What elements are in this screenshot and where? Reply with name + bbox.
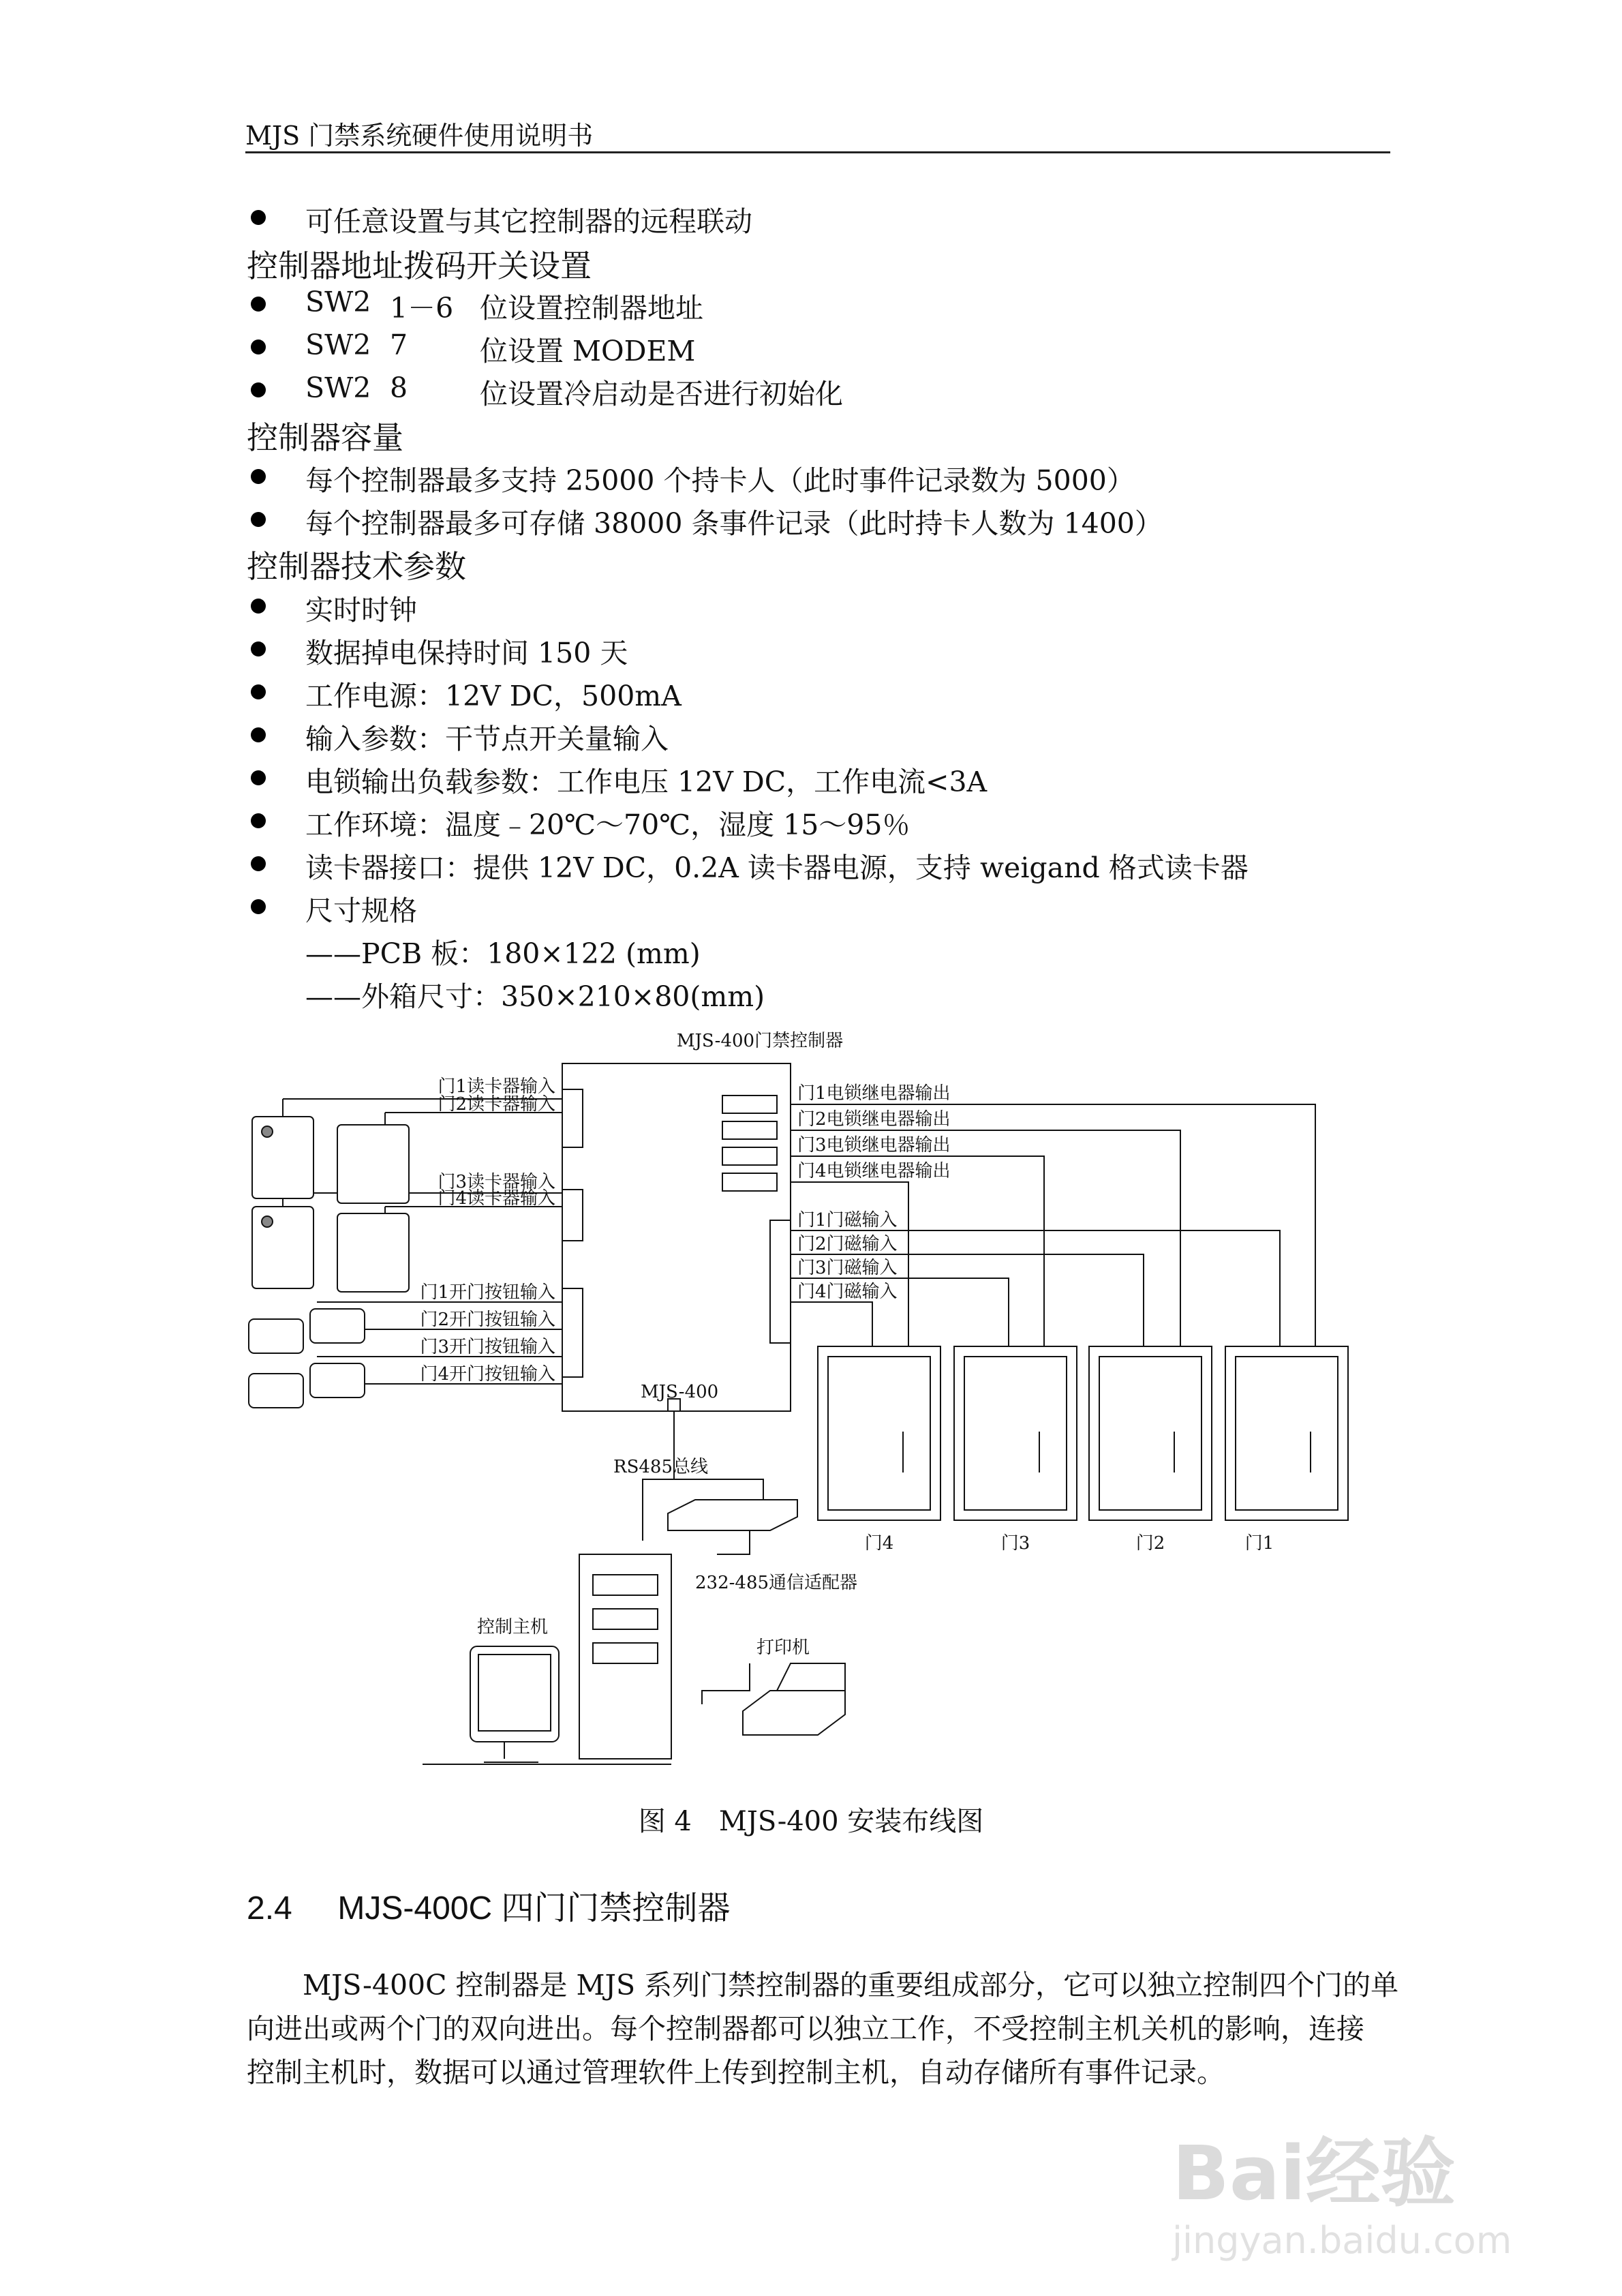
label-door3-button: 门3开门按钮输入 <box>420 1337 555 1357</box>
tech-item-8: 尺寸规格 <box>305 894 417 927</box>
label-rs485-bus: RS485总线 <box>613 1457 709 1477</box>
tech-item-1: 实时时钟 <box>305 594 417 626</box>
watermark-brand: Bai经验 <box>1172 2130 1456 2217</box>
label-door4-reader: 门4读卡器输入 <box>438 1188 555 1209</box>
bullet-dot <box>251 382 266 397</box>
tech-item-2: 数据掉电保持时间 150 天 <box>305 637 628 669</box>
bullet-dot <box>251 599 266 614</box>
dip-item-1-bits: 1－6 <box>390 292 454 324</box>
bullet-dot <box>251 641 266 656</box>
label-door-3: 门3 <box>1000 1533 1030 1554</box>
tech-item-5: 电锁输出负载参数：工作电压 12V DC，工作电流<3A <box>305 766 988 798</box>
wire-reader-4 <box>385 1207 562 1220</box>
baidu-jingyan-watermark <box>1159 2100 1567 2277</box>
paragraph-line-1: MJS-400C 控制器是 MJS 系列门禁控制器的重要组成部分，它可以独立控制四个门的单 <box>303 1969 1399 2002</box>
label-door3-sensor: 门3门磁输入 <box>797 1258 898 1278</box>
door-3 <box>954 1346 1077 1520</box>
dip-item-3-bits: 8 <box>390 372 408 404</box>
wire-printer <box>702 1663 750 1704</box>
bullet-dot <box>251 297 266 312</box>
capacity-item-2: 每个控制器最多可存储 38000 条事件记录（此时持卡人数为 1400） <box>305 507 1163 540</box>
printer-tray <box>777 1663 845 1691</box>
bullet-dot <box>251 770 266 785</box>
wire-adapter <box>674 1479 763 1500</box>
bullet-dot <box>251 339 266 354</box>
label-adapter: 232-485通信适配器 <box>695 1573 858 1593</box>
label-door4-lock: 门4电锁继电器输出 <box>797 1161 951 1181</box>
section-title-cjk: 四门门禁控制器 <box>501 1889 731 1927</box>
heading-dip-switch: 控制器地址拨码开关设置 <box>247 247 592 284</box>
tech-item-6: 工作环境：温度﹣20℃～70℃，湿度 15～95％ <box>305 809 911 841</box>
label-door2-lock: 门2电锁继电器输出 <box>797 1109 951 1130</box>
host-monitor <box>470 1646 559 1742</box>
dip-item-2-desc: 位设置 MODEM <box>480 335 696 367</box>
tech-item-4: 输入参数：干节点开关量输入 <box>305 723 669 755</box>
header-rule <box>245 151 1390 153</box>
paragraph-line-2: 向进出或两个门的双向进出。每个控制器都可以独立工作，不受控制主机关机的影响，连接 <box>247 2012 1364 2045</box>
section-2-4-title <box>247 1882 731 1929</box>
tech-item-3: 工作电源：12V DC，500mA <box>305 680 682 712</box>
label-door3-lock: 门3电锁继电器输出 <box>797 1135 951 1155</box>
paragraph-line-3: 控制主机时，数据可以通过管理软件上传到控制主机，自动存储所有事件记录。 <box>247 2056 1225 2089</box>
label-door4-button: 门4开门按钮输入 <box>420 1364 555 1385</box>
figure-title: MJS-400门禁控制器 <box>676 1031 844 1051</box>
dip-item-2-bits: 7 <box>390 329 408 361</box>
adapter-box <box>668 1500 797 1530</box>
section-title-latin: MJS-400C <box>337 1890 493 1927</box>
tech-sub-item-1: ——PCB 板：180×122 (mm) <box>305 937 701 970</box>
exit-button-2 <box>310 1309 365 1343</box>
bullet-dot <box>251 512 266 527</box>
heading-tech-params: 控制器技术参数 <box>247 548 466 585</box>
dip-item-1-switch: SW2 <box>305 286 371 318</box>
section-number: 2.4 <box>247 1890 292 1927</box>
dip-item-2-switch: SW2 <box>305 329 371 361</box>
controller-label: MJS-400 <box>641 1382 719 1402</box>
page-header-title: MJS 门禁系统硬件使用说明书 <box>245 121 594 151</box>
label-door-2: 门2 <box>1135 1533 1165 1554</box>
label-host: 控制主机 <box>477 1617 549 1637</box>
figure-caption: 图 4 MJS-400 安装布线图 <box>638 1806 984 1837</box>
label-printer: 打印机 <box>756 1637 810 1658</box>
wiring-diagram <box>232 1009 1404 1813</box>
wire-sensor-door-4 <box>791 1302 872 1346</box>
door-4 <box>818 1346 940 1520</box>
bullet-dot <box>251 899 266 914</box>
capacity-item-1: 每个控制器最多支持 25000 个持卡人（此时事件记录数为 5000） <box>305 464 1135 497</box>
bullet-dot <box>251 727 266 742</box>
label-door2-button: 门2开门按钮输入 <box>420 1310 555 1330</box>
label-door1-sensor: 门1门磁输入 <box>797 1210 898 1230</box>
dip-item-1-desc: 位设置控制器地址 <box>480 292 703 324</box>
wiring-diagram-svg <box>232 1009 1404 1813</box>
bullet-dot <box>251 684 266 699</box>
label-door3-reader: 门3读卡器输入 <box>438 1172 555 1192</box>
card-reader-1-led <box>262 1126 273 1137</box>
printer-body <box>743 1691 845 1735</box>
exit-button-3 <box>249 1374 303 1408</box>
bullet-dot <box>251 856 266 871</box>
door-1 <box>1225 1346 1348 1520</box>
keypad-reader-2 <box>337 1125 409 1203</box>
intro-bullet-text: 可任意设置与其它控制器的远程联动 <box>305 205 752 238</box>
label-door1-reader: 门1读卡器输入 <box>438 1076 555 1097</box>
label-door1-button: 门1开门按钮输入 <box>420 1282 555 1303</box>
label-door2-reader: 门2读卡器输入 <box>438 1094 555 1115</box>
card-reader-3-led <box>262 1216 273 1227</box>
host-monitor-stand <box>484 1742 538 1762</box>
watermark-site: jingyan.baidu.com <box>1172 2219 1512 2262</box>
keypad-reader-4 <box>337 1213 409 1292</box>
label-door4-sensor: 门4门磁输入 <box>797 1282 898 1302</box>
exit-button-4 <box>310 1363 365 1398</box>
label-door-1: 门1 <box>1244 1533 1274 1554</box>
label-door2-sensor: 门2门磁输入 <box>797 1234 898 1254</box>
heading-capacity: 控制器容量 <box>247 419 403 456</box>
label-door1-lock: 门1电锁继电器输出 <box>797 1083 951 1104</box>
intro-paragraph <box>247 1963 1399 2094</box>
door-2 <box>1089 1346 1212 1520</box>
label-door-4: 门4 <box>864 1533 894 1554</box>
tech-item-7: 读卡器接口：提供 12V DC，0.2A 读卡器电源，支持 weigand 格式读卡器 <box>305 851 1249 884</box>
bullet-dot <box>251 469 266 484</box>
bullet-dot <box>251 813 266 828</box>
exit-button-1 <box>249 1319 303 1353</box>
controller-box <box>562 1063 791 1411</box>
card-reader-1 <box>252 1117 313 1198</box>
tech-sub-item-2: ——外箱尺寸：350×210×80(mm) <box>305 980 765 1013</box>
dip-item-3-switch: SW2 <box>305 372 371 404</box>
dip-item-3-desc: 位设置冷启动是否进行初始化 <box>480 378 843 410</box>
card-reader-3 <box>252 1207 313 1288</box>
bullet-dot <box>251 210 266 225</box>
